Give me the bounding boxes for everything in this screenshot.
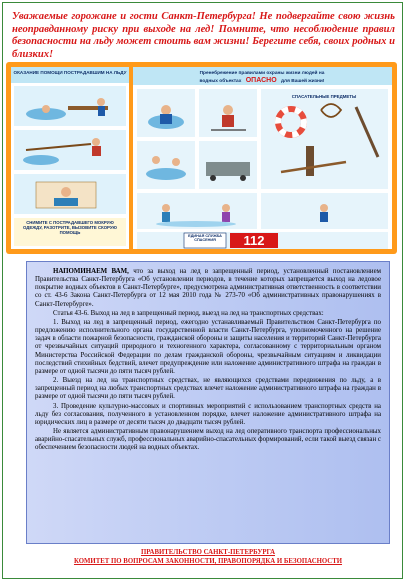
emergency-phone-number: 112: [243, 233, 265, 248]
board-icon: [306, 146, 314, 176]
emergency-service-label: ЕДИНАЯ СЛУЖБА СПАСЕНИЯ: [188, 234, 222, 243]
left-panel-caption: СНИМИТЕ С ПОСТРАДАВШЕГО МОКРУЮ ОДЕЖДУ, РАЗОТРИТЕ, ВЫЗОВИТЕ СКОРУЮ ПОМОЩЬ: [23, 220, 117, 235]
notice-lead: НАПОМИНАЕМ ВАМ,: [53, 268, 129, 275]
footer-government: ПРАВИТЕЛЬСТВО САНКТ-ПЕТЕРБУРГА: [140, 549, 276, 556]
notice-clause-1: 1. Выход на лед в запрещенный период, ежегодно устанавливаемый Правительством Санкт-Петербурга по предложению исполнительного органа государственной власти Санкт-Петербурга, уполномоченного на решение задач в области пожарной безопасности, гражданской обороны и защиты населения и территорий Санкт-Петербурга от чрезвычайных ситуаций природного и техногенного характера, согласованному с территориальным органом Министерства Российской Федерации по делам гражданской обороны, чрезвычайным ситуациям и ликвидации последствий стихийных бедствий, влечет предупреждение или наложение административного штрафа на граждан в размере от одной тысячи до пяти тысяч рублей.: [35, 318, 381, 375]
left-panel-title: ОКАЗАНИЕ ПОМОЩИ ПОСТРАДАВШИМ НА ЛЬДУ: [13, 70, 127, 75]
legal-notice-box: [26, 261, 390, 544]
footer-committee: КОМИТЕТ ПО ВОПРОСАМ ЗАКОННОСТИ, ПРАВОПОРЯДКА И БЕЗОПАСНОСТИ: [73, 558, 343, 565]
right-panel-title-line2: водных объектах ОПАСНО для Вашей жизни!: [199, 77, 325, 84]
footer: [40, 548, 376, 566]
notice-article-title: Статья 43-6. Выход на лед в запрещенный период, выезд на лед на транспортных средствах:: [53, 309, 324, 317]
notice-intro-text: что за выход на лед в запрещенный период, установленный постановлением Правительства Санкт-Петербурга «Об установлении периодов, в течение которых запрещается выход на ледовое покрытие водных объектов в Санкт-Петербурге», предусмотрена административная ответственность в соответствии со ст. 43-6 Закона Санкт-Петербурга от 12 мая 2010 года № 273-70 «Об административных правонарушениях в Санкт-Петербурге».: [35, 268, 381, 308]
warning-header: Уважаемые горожане и гости Санкт-Петербурга! Не подвергайте свою жизнь неоправданному риску при выходе на лед! Помните, что несоблюдение правил безопасности на льду может стоить вам жизни! Берегите себя, своих родных и близких!: [12, 11, 395, 60]
poster-illustration: [6, 62, 397, 254]
notice-clause-2: 2. Выезд на лед на транспортных средствах, не являющихся средствами передвижения по льду, а в запрещенный период на любых транспортных средствах влечет наложение административного штрафа на граждан в размере от одной тысячи до пяти тысяч рублей.: [35, 377, 381, 401]
rescue-items-label: СПАСАТЕЛЬНЫЕ ПРЕДМЕТЫ: [291, 94, 357, 99]
safety-poster: [6, 62, 397, 254]
notice-exception: Не является административным правонарушением выход на лед оперативного транспорта профессиональных аварийно-спасательных служб, профессиональных аварийно-спасательных формирований, если такой выезд связан с обеспечением безопасности людей на водных объектах.: [35, 427, 381, 452]
right-panel-title-line1: Пренебрежение правилами охраны жизни людей на: [199, 71, 325, 76]
notice-paragraph-intro: [35, 268, 381, 309]
notice-clause-3: 3. Проведение культурно-массовых и спортивных мероприятий с использованием транспортных средств на льду без согласования, полученного в установленном порядке, влечет наложение административного штрафа на юридических лиц в размере от десяти тысяч до двадцати тысяч рублей.: [35, 402, 381, 426]
